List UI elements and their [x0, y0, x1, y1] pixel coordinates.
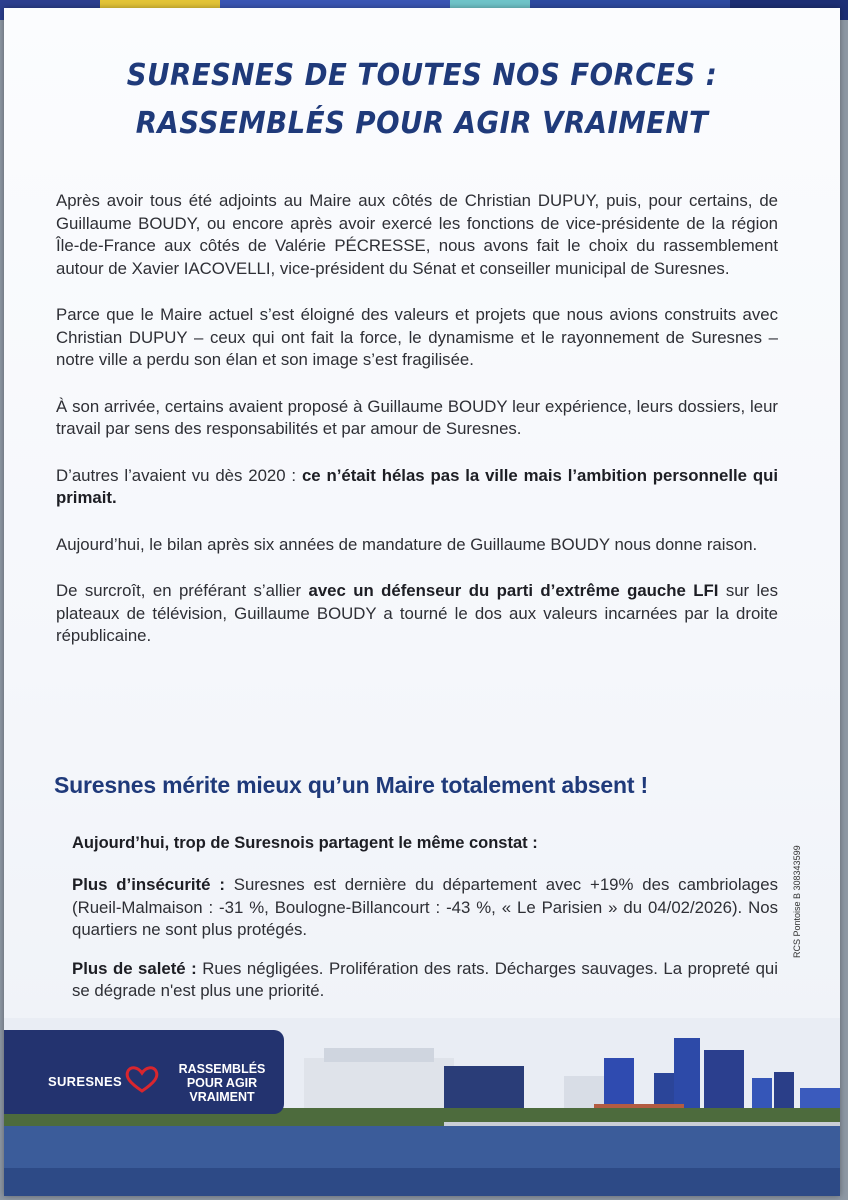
paragraph-4-text: D’autres l’avaient vu dès 2020 :: [56, 465, 302, 485]
heart-icon: [122, 1064, 162, 1094]
point-label: Plus d’insécurité :: [72, 875, 225, 894]
slogan-line-1: RASSEMBLÉS: [178, 1062, 266, 1076]
paragraph-5: Aujourd’hui, le bilan après six années de mandature de Guillaume BOUDY nous donne raison.: [56, 534, 758, 554]
point-text: Suresnes est dernière du département avec +19% des cambriolages (Rueil-Malmaison : -31 %, Boulogne-Billancourt : -43 %, « Le Parisien » du 04/02/2026). Nos quartiers ne sont plus protégés.: [72, 875, 778, 939]
points-list: [72, 874, 778, 1019]
constat-intro: Aujourd’hui, trop de Suresnois partagent le même constat :: [72, 834, 538, 852]
campaign-slogan: [172, 1062, 272, 1104]
slogan-line-3: VRAIMENT: [189, 1090, 255, 1104]
title-line-1: SURESNES DE TOUTES NOS FORCES :: [126, 58, 718, 93]
paragraph-1: Après avoir tous été adjoints au Maire aux côtés de Christian DUPUY, puis, pour certains, de Guillaume BOUDY, ou encore après avoir exercé les fonctions de vice-présidente de la région Île-de-France aux côtés de Valérie PÉCRESSE, nous avons fait le choix du rassemblement autour de Xavier IACOVELLI, vice-président du Sénat et conseiller municipal de Suresnes.: [56, 191, 778, 278]
point-insecurite: [72, 874, 778, 942]
paragraph-3: À son arrivée, certains avaient proposé à Guillaume BOUDY leur expérience, leurs dossiers, leur travail par sens des responsabilités et par amour de Suresnes.: [56, 396, 778, 438]
point-label: Plus de saleté :: [72, 958, 197, 978]
paragraph-2: Parce que le Maire actuel s’est éloigné des valeurs et projets que nous avions construits avec Christian DUPUY – ceux qui ont fait la force, le dynamisme et le rayonnement de Suresnes – notre ville a perdu son élan et son image s’est fragilisée.: [56, 305, 778, 369]
paragraph-4-bold: ce n’était hélas pas la ville mais l’ambition personnelle qui primait.: [56, 465, 778, 507]
rcs-legal-mention: RCS Pontoise B 308343599: [792, 845, 802, 958]
body-paragraphs: [56, 190, 778, 672]
paragraph-6-text-end: sur les plateaux de télévision, Guillaume BOUDY a tourné le dos aux valeurs incarnées par la droite républicaine.: [56, 581, 778, 645]
point-salete: [72, 958, 778, 1003]
point-text: Rues négligées. Prolifération des rats. Décharges sauvages. La propreté qui se dégrade n'est plus une priorité.: [72, 958, 778, 1000]
flyer-page: [4, 8, 840, 1196]
section-heading: Suresnes mérite mieux qu’un Maire totalement absent !: [54, 772, 648, 798]
paragraph-6-text-start: De surcroît, en préférant s’allier: [56, 581, 309, 600]
slogan-line-2: POUR AGIR: [186, 1076, 258, 1090]
title-line-2: RASSEMBLÉS POUR AGIR VRAIMENT: [135, 106, 709, 141]
paragraph-6-bold: avec un défenseur du parti d’extrême gauche LFI: [308, 581, 719, 600]
campaign-brand: SURESNES: [48, 1074, 122, 1089]
paragraph-6: [56, 580, 778, 648]
paragraph-4: [56, 465, 778, 510]
